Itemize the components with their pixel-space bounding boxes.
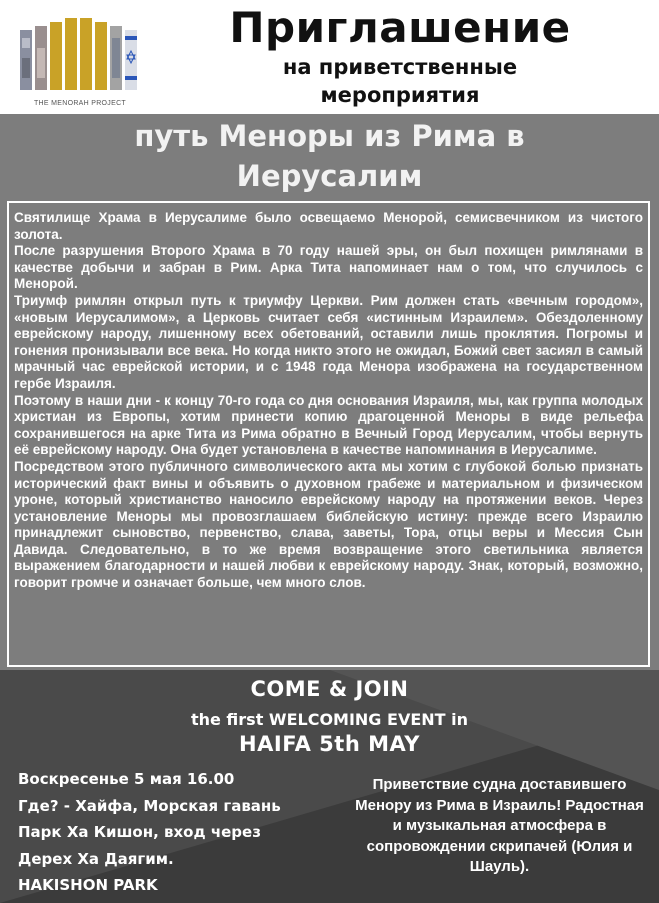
route-heading-line-2: Иерусалим (236, 159, 423, 193)
body-paragraph: После разрушения Второго Храма в 70 году нашей эры, он был похищен римлянами в качестве добычи и забран в Рим. Арка Тита напоминает нам о том, что случилось с Менорой. (14, 243, 643, 292)
event-details (18, 766, 338, 899)
body-paragraph: Поэтому в наши дни - к концу 70-го года со дня основания Израиля, мы, как группа молодых христиан из Европы, хотим принести копию драгоценной Меноры в виде рельефа сохранившегося на арке Тита из Рима обратно в Вечный Город Иерусалим, чтобы вернуть её еврейскому народу. Она будет установлена в качестве напоминания в Иерусалиме. (14, 392, 643, 458)
menorah-project-logo (20, 18, 140, 112)
event-detail-line: Воскресенье 5 мая 16.00 (18, 770, 235, 788)
subtitle-line-1: на приветственные (282, 55, 518, 79)
welcoming-event-label: WELCOMING EVENT (268, 710, 446, 729)
event-detail-line: Дерех Ха Даягим. (18, 849, 174, 868)
place-date-heading: HAIFA 5th MAY (239, 732, 420, 756)
body-paragraph: Святилище Храма в Иерусалиме было освещаемо Менорой, семисвечником из чистого золота. (14, 210, 643, 242)
event-detail-line: Парк Ха Кишон, вход через (18, 823, 261, 841)
event-detail-line: HAKISHON PARK (18, 876, 158, 894)
header (0, 0, 659, 114)
first-suffix: in (445, 710, 469, 729)
first-event-line (0, 710, 659, 729)
first-prefix: the first (190, 710, 269, 729)
route-heading-line-1: путь Меноры из Рима в (134, 119, 525, 153)
event-detail-line: Где? - Хайфа, Морская гавань (18, 796, 281, 815)
logo-text: THE MENORAH PROJECT (33, 100, 127, 107)
body-text-box (7, 201, 650, 667)
route-heading (40, 116, 619, 196)
come-and-join-heading: COME & JOIN (250, 677, 409, 701)
body-paragraph: Триумф римлян открыл путь к триумфу Церкви. Рим должен стать «вечным городом», «новым Иерусалимом», а Церковь считает себя «истинным Израилем». Обездоленному еврейскому народу, лишенному всех обетований, оставили лишь проклятия. Погромы и гонения пронизывали все века. Но когда никто этого не ожидал, Божий свет засиял в самый мрачный час еврейской истории, и с 1948 года Менора изображена на государственном гербе Израиля. (14, 292, 643, 391)
page-title: Приглашение (229, 3, 571, 52)
greeting-text: Приветствие судна доставившего Менору из Рима в Израиль! Радостная и музыкальная атмосфера в сопровождении скрипачей (Юлия и Шауль). (355, 776, 644, 875)
body-paragraph: Посредством этого публичного символического акта мы хотим с глубокой болью признать исторический факт вины и объявить о духовном грабеже и материальном и физическом уроне, который христианство наносило еврейскому народу на протяжении веков. Через установление Меноры мы провозглашаем библейскую истину: прежде всего Израилю принадлежит сыновство, первенство, слава, заветы, Тора, отцы веры и Мессия Сын Давида. Следовательно, в то же время возвращение этого светильника является выражением благодарности и нашей любви к еврейскому народу. Знак, который, возможно, говорит громче и означает больше, чем много слов. (14, 458, 643, 591)
subtitle-line-2: мероприятия (320, 83, 480, 107)
logo-bars-graphic (20, 18, 140, 98)
